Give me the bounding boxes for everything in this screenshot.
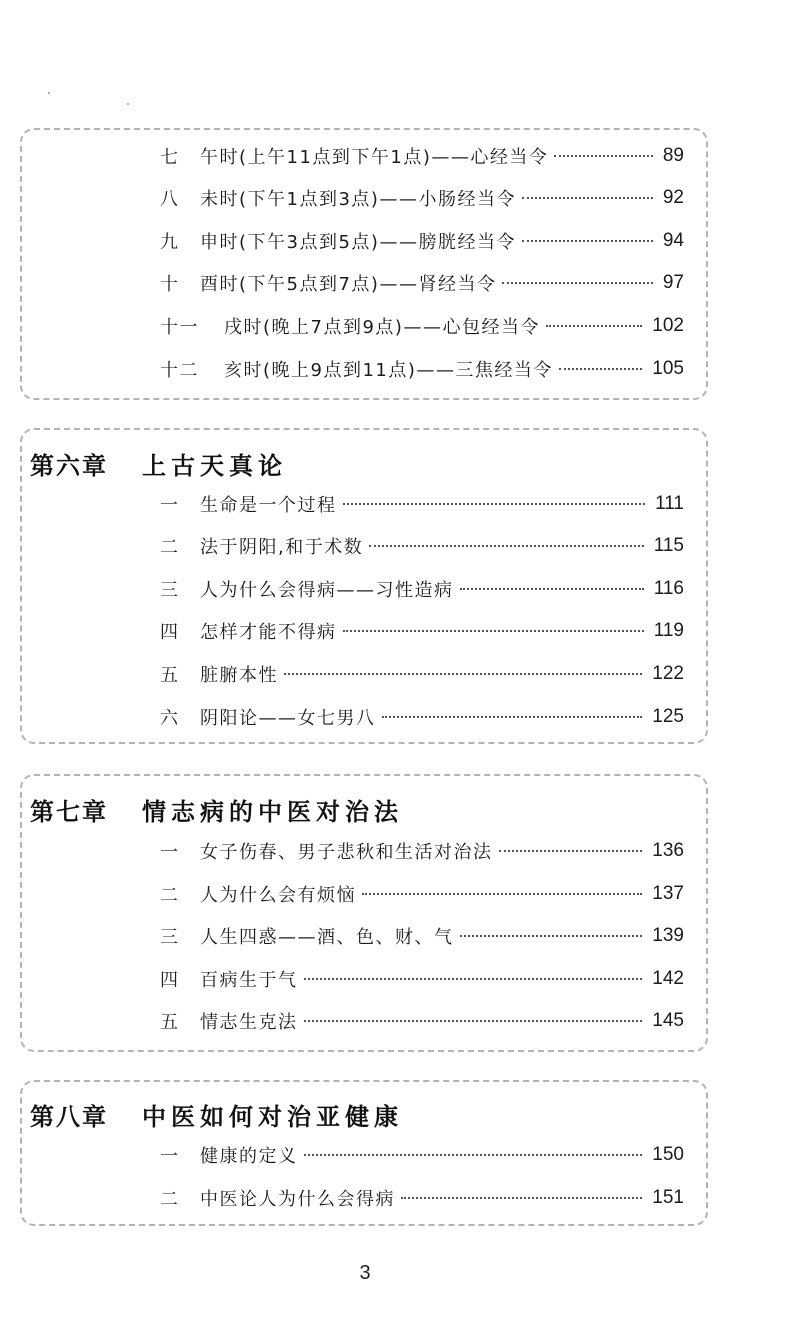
entry-page: 125 — [652, 706, 684, 727]
dot-leader — [522, 240, 653, 242]
entry-page: 94 — [662, 230, 684, 251]
toc-entry[interactable] — [160, 657, 684, 691]
entry-number: 十 — [160, 274, 180, 295]
chapter-heading[interactable] — [30, 441, 287, 485]
entry-page: 145 — [652, 1010, 684, 1031]
entry-page: 89 — [662, 145, 684, 166]
toc-entry[interactable] — [160, 181, 684, 215]
entry-page: 139 — [652, 925, 684, 946]
speck — [48, 92, 50, 94]
dot-leader — [382, 716, 643, 718]
entry-number: 二 — [160, 885, 180, 906]
dot-leader — [522, 197, 653, 199]
entry-page: 111 — [655, 493, 684, 514]
dot-leader — [401, 1197, 642, 1199]
chapter-heading[interactable] — [30, 787, 403, 831]
toc-entry[interactable] — [160, 266, 684, 300]
toc-entry[interactable] — [160, 1138, 684, 1172]
dot-leader — [499, 850, 643, 852]
toc-entry[interactable] — [160, 224, 684, 258]
dot-leader — [502, 282, 652, 284]
entry-title: 法于阴阳,和于术数 — [200, 537, 364, 558]
entry-number: 八 — [160, 189, 180, 210]
toc-entry[interactable] — [160, 572, 684, 606]
dot-leader — [546, 325, 642, 327]
entry-title: 戌时(晚上7点到9点)——心包经当令 — [224, 317, 540, 338]
entry-page: 151 — [652, 1187, 684, 1208]
dot-leader — [304, 1154, 643, 1156]
toc-entry[interactable] — [160, 834, 684, 868]
entry-page: 142 — [652, 968, 684, 989]
entry-number: 十二 — [160, 360, 199, 381]
toc-entry[interactable] — [160, 700, 684, 734]
entry-title: 亥时(晚上9点到11点)——三焦经当令 — [224, 360, 553, 381]
entry-title: 健康的定义 — [200, 1146, 298, 1167]
entry-number: 九 — [160, 232, 180, 253]
toc-entry[interactable] — [160, 1181, 684, 1215]
dot-leader — [362, 893, 642, 895]
entry-title: 酉时(下午5点到7点)——肾经当令 — [200, 274, 497, 295]
entry-number: 三 — [160, 927, 180, 948]
dot-leader — [343, 630, 644, 632]
entry-title: 人生四惑——酒、色、财、气 — [200, 927, 454, 948]
entry-page: 122 — [652, 663, 684, 684]
chapter-number: 第七章 — [30, 796, 108, 826]
entry-number: 三 — [160, 580, 180, 601]
chapter-heading[interactable] — [30, 1092, 403, 1136]
entry-title: 怎样才能不得病 — [200, 622, 337, 643]
dot-leader — [284, 673, 642, 675]
entry-number: 五 — [160, 665, 180, 686]
toc-entry[interactable] — [160, 919, 684, 953]
toc-entry[interactable] — [160, 962, 684, 996]
entry-number: 二 — [160, 1189, 180, 1210]
toc-entry[interactable] — [160, 487, 684, 521]
dot-leader — [460, 588, 644, 590]
entry-number: 二 — [160, 537, 180, 558]
chapter-title: 情志病的中医对治法 — [142, 796, 403, 826]
dot-leader — [554, 155, 652, 157]
entry-page: 136 — [652, 840, 684, 861]
dot-leader — [460, 935, 643, 937]
entry-number: 四 — [160, 622, 180, 643]
entry-page: 116 — [653, 578, 684, 599]
toc-entry[interactable] — [160, 139, 684, 173]
entry-number: 四 — [160, 970, 180, 991]
speck — [127, 103, 129, 105]
dot-leader — [343, 503, 646, 505]
entry-title: 生命是一个过程 — [200, 495, 337, 516]
entry-title: 阴阳论——女七男八 — [200, 708, 376, 729]
entry-number: 五 — [160, 1012, 180, 1033]
entry-page: 105 — [652, 358, 684, 379]
chapter-title: 中医如何对治亚健康 — [142, 1101, 403, 1131]
entry-number: 十一 — [160, 317, 199, 338]
entry-title: 女子伤春、男子悲秋和生活对治法 — [200, 842, 493, 863]
entry-title: 百病生于气 — [200, 970, 298, 991]
page-number: 3 — [359, 1262, 371, 1284]
toc-entry[interactable] — [160, 877, 684, 911]
entry-title: 中医论人为什么会得病 — [200, 1189, 395, 1210]
entry-title: 情志生克法 — [200, 1012, 298, 1033]
entry-page: 137 — [652, 883, 684, 904]
dot-leader — [304, 1020, 643, 1022]
entry-title: 未时(下午1点到3点)——小肠经当令 — [200, 189, 516, 210]
entry-title: 人为什么会有烦恼 — [200, 885, 356, 906]
entry-title: 午时(上午11点到下午1点)——心经当令 — [200, 147, 549, 168]
entry-title: 脏腑本性 — [200, 665, 278, 686]
entry-page: 102 — [652, 315, 684, 336]
entry-number: 六 — [160, 708, 180, 729]
toc-entry[interactable] — [160, 614, 684, 648]
dot-leader — [304, 978, 643, 980]
entry-page: 150 — [652, 1144, 684, 1165]
entry-page: 97 — [662, 272, 684, 293]
entry-page: 119 — [653, 620, 684, 641]
entry-page: 92 — [662, 187, 684, 208]
dot-leader — [559, 368, 642, 370]
toc-entry[interactable] — [160, 352, 684, 386]
entry-number: 一 — [160, 842, 180, 863]
entry-number: 一 — [160, 1146, 180, 1167]
toc-entry[interactable] — [160, 1004, 684, 1038]
entry-title: 人为什么会得病——习性造病 — [200, 580, 454, 601]
entry-page: 115 — [653, 535, 684, 556]
dot-leader — [369, 545, 643, 547]
chapter-number: 第六章 — [30, 450, 108, 480]
entry-number: 一 — [160, 495, 180, 516]
entry-number: 七 — [160, 147, 180, 168]
toc-entry[interactable] — [160, 309, 684, 343]
entry-title: 申时(下午3点到5点)——膀胱经当令 — [200, 232, 516, 253]
toc-entry[interactable] — [160, 529, 684, 563]
chapter-number: 第八章 — [30, 1101, 108, 1131]
chapter-title: 上古天真论 — [142, 450, 287, 480]
